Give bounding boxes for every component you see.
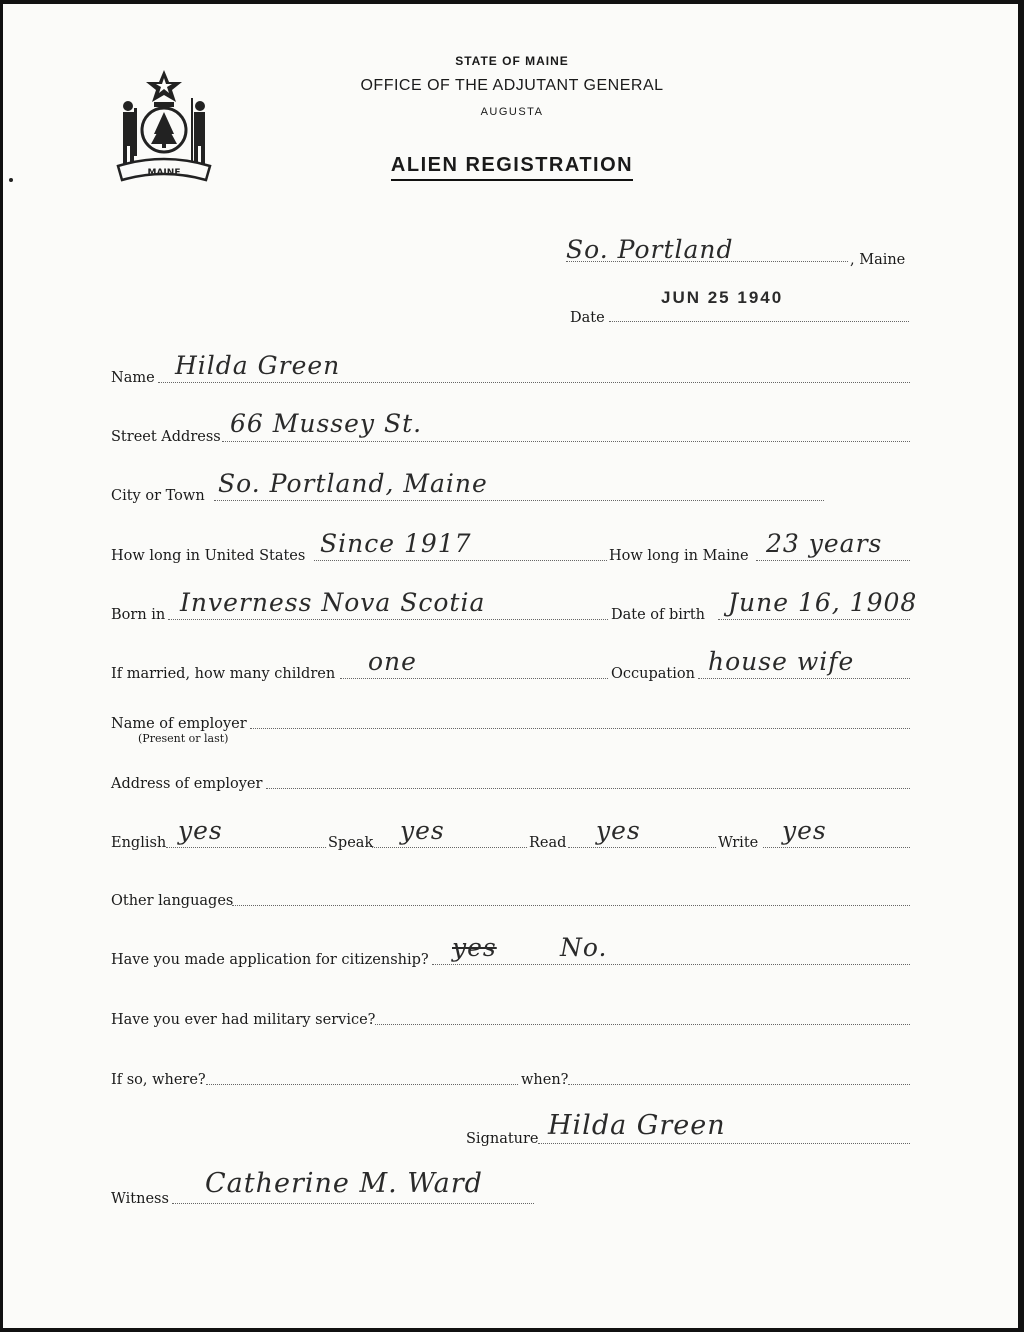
name-value: Hilda Green [175,351,341,380]
date-label: Date [570,310,605,326]
form-title [0,154,1024,177]
dob-label: Date of birth [611,607,706,623]
military-label: Have you ever had military service? [111,1012,376,1028]
place-value: So. Portland [566,235,734,264]
children-value: one [368,647,417,676]
employer-sublabel: (Present or last) [138,732,229,745]
children-label: If married, how many children [111,666,336,682]
name-label: Name [111,370,155,386]
other-languages-label: Other languages [111,893,234,909]
street-value: 66 Mussey St. [230,409,423,438]
employer-address-label: Address of employer [111,776,263,792]
signature-line [538,1143,910,1144]
speak-label: Speak [328,835,374,851]
signature-value: Hilda Green [548,1110,726,1141]
employer-line [250,728,910,729]
read-label: Read [529,835,567,851]
years-maine-label: How long in Maine [609,548,749,564]
citizenship-struck-value: yes [452,933,497,962]
dob-value: June 16, 1908 [728,588,918,617]
date-line [609,321,909,322]
years-us-label: How long in United States [111,548,306,564]
born-in-value: Inverness Nova Scotia [180,588,486,617]
office-heading: OFFICE OF THE ADJUTANT GENERAL [360,77,664,94]
write-label: Write [718,835,759,851]
read-value: yes [596,816,641,845]
years-maine-line [756,560,910,561]
english-value: yes [178,816,223,845]
witness-line [172,1203,534,1204]
citizenship-label: Have you made application for citizenship? [111,952,429,968]
city-label: City or Town [111,488,205,504]
city-value: So. Portland, Maine [218,469,488,498]
employer-address-line [266,788,910,789]
street-line [222,441,910,442]
born-in-label: Born in [111,607,166,623]
occupation-line [698,678,910,679]
when-line [568,1084,910,1085]
military-line [375,1024,910,1025]
english-line [166,847,326,848]
years-maine-value: 23 years [766,529,883,558]
city-line [214,500,824,501]
date-stamp: JUN 25 1940 [661,288,784,307]
children-line [340,678,608,679]
other-languages-line [232,905,910,906]
street-label: Street Address [111,429,221,445]
occupation-label: Occupation [611,666,695,682]
born-in-line [168,619,608,620]
speak-line [372,847,527,848]
english-label: English [111,835,167,851]
read-line [568,847,716,848]
signature-label: Signature [466,1131,539,1147]
years-us-line [314,560,607,561]
occupation-value: house wife [708,647,855,676]
years-us-value: Since 1917 [320,529,472,558]
form-title-text: ALIEN REGISTRATION [391,154,633,181]
citizenship-line [432,964,910,965]
employer-label: Name of employer [111,716,247,732]
witness-value: Catherine M. Ward [205,1168,483,1199]
name-line [158,382,910,383]
seal-banner-text: MAINE [147,168,181,178]
when-label: when? [521,1072,569,1088]
speak-value: yes [400,816,445,845]
write-value: yes [782,816,827,845]
ink-speck [9,178,13,182]
citizenship-value: No. [560,933,608,962]
dob-line [718,619,910,620]
where-label: If so, where? [111,1072,206,1088]
witness-label: Witness [111,1191,169,1207]
place-suffix-label: , Maine [850,252,906,268]
city-heading: AUGUSTA [480,106,544,118]
state-heading: STATE OF MAINE [455,54,569,68]
where-line [206,1084,518,1085]
write-line [763,847,910,848]
